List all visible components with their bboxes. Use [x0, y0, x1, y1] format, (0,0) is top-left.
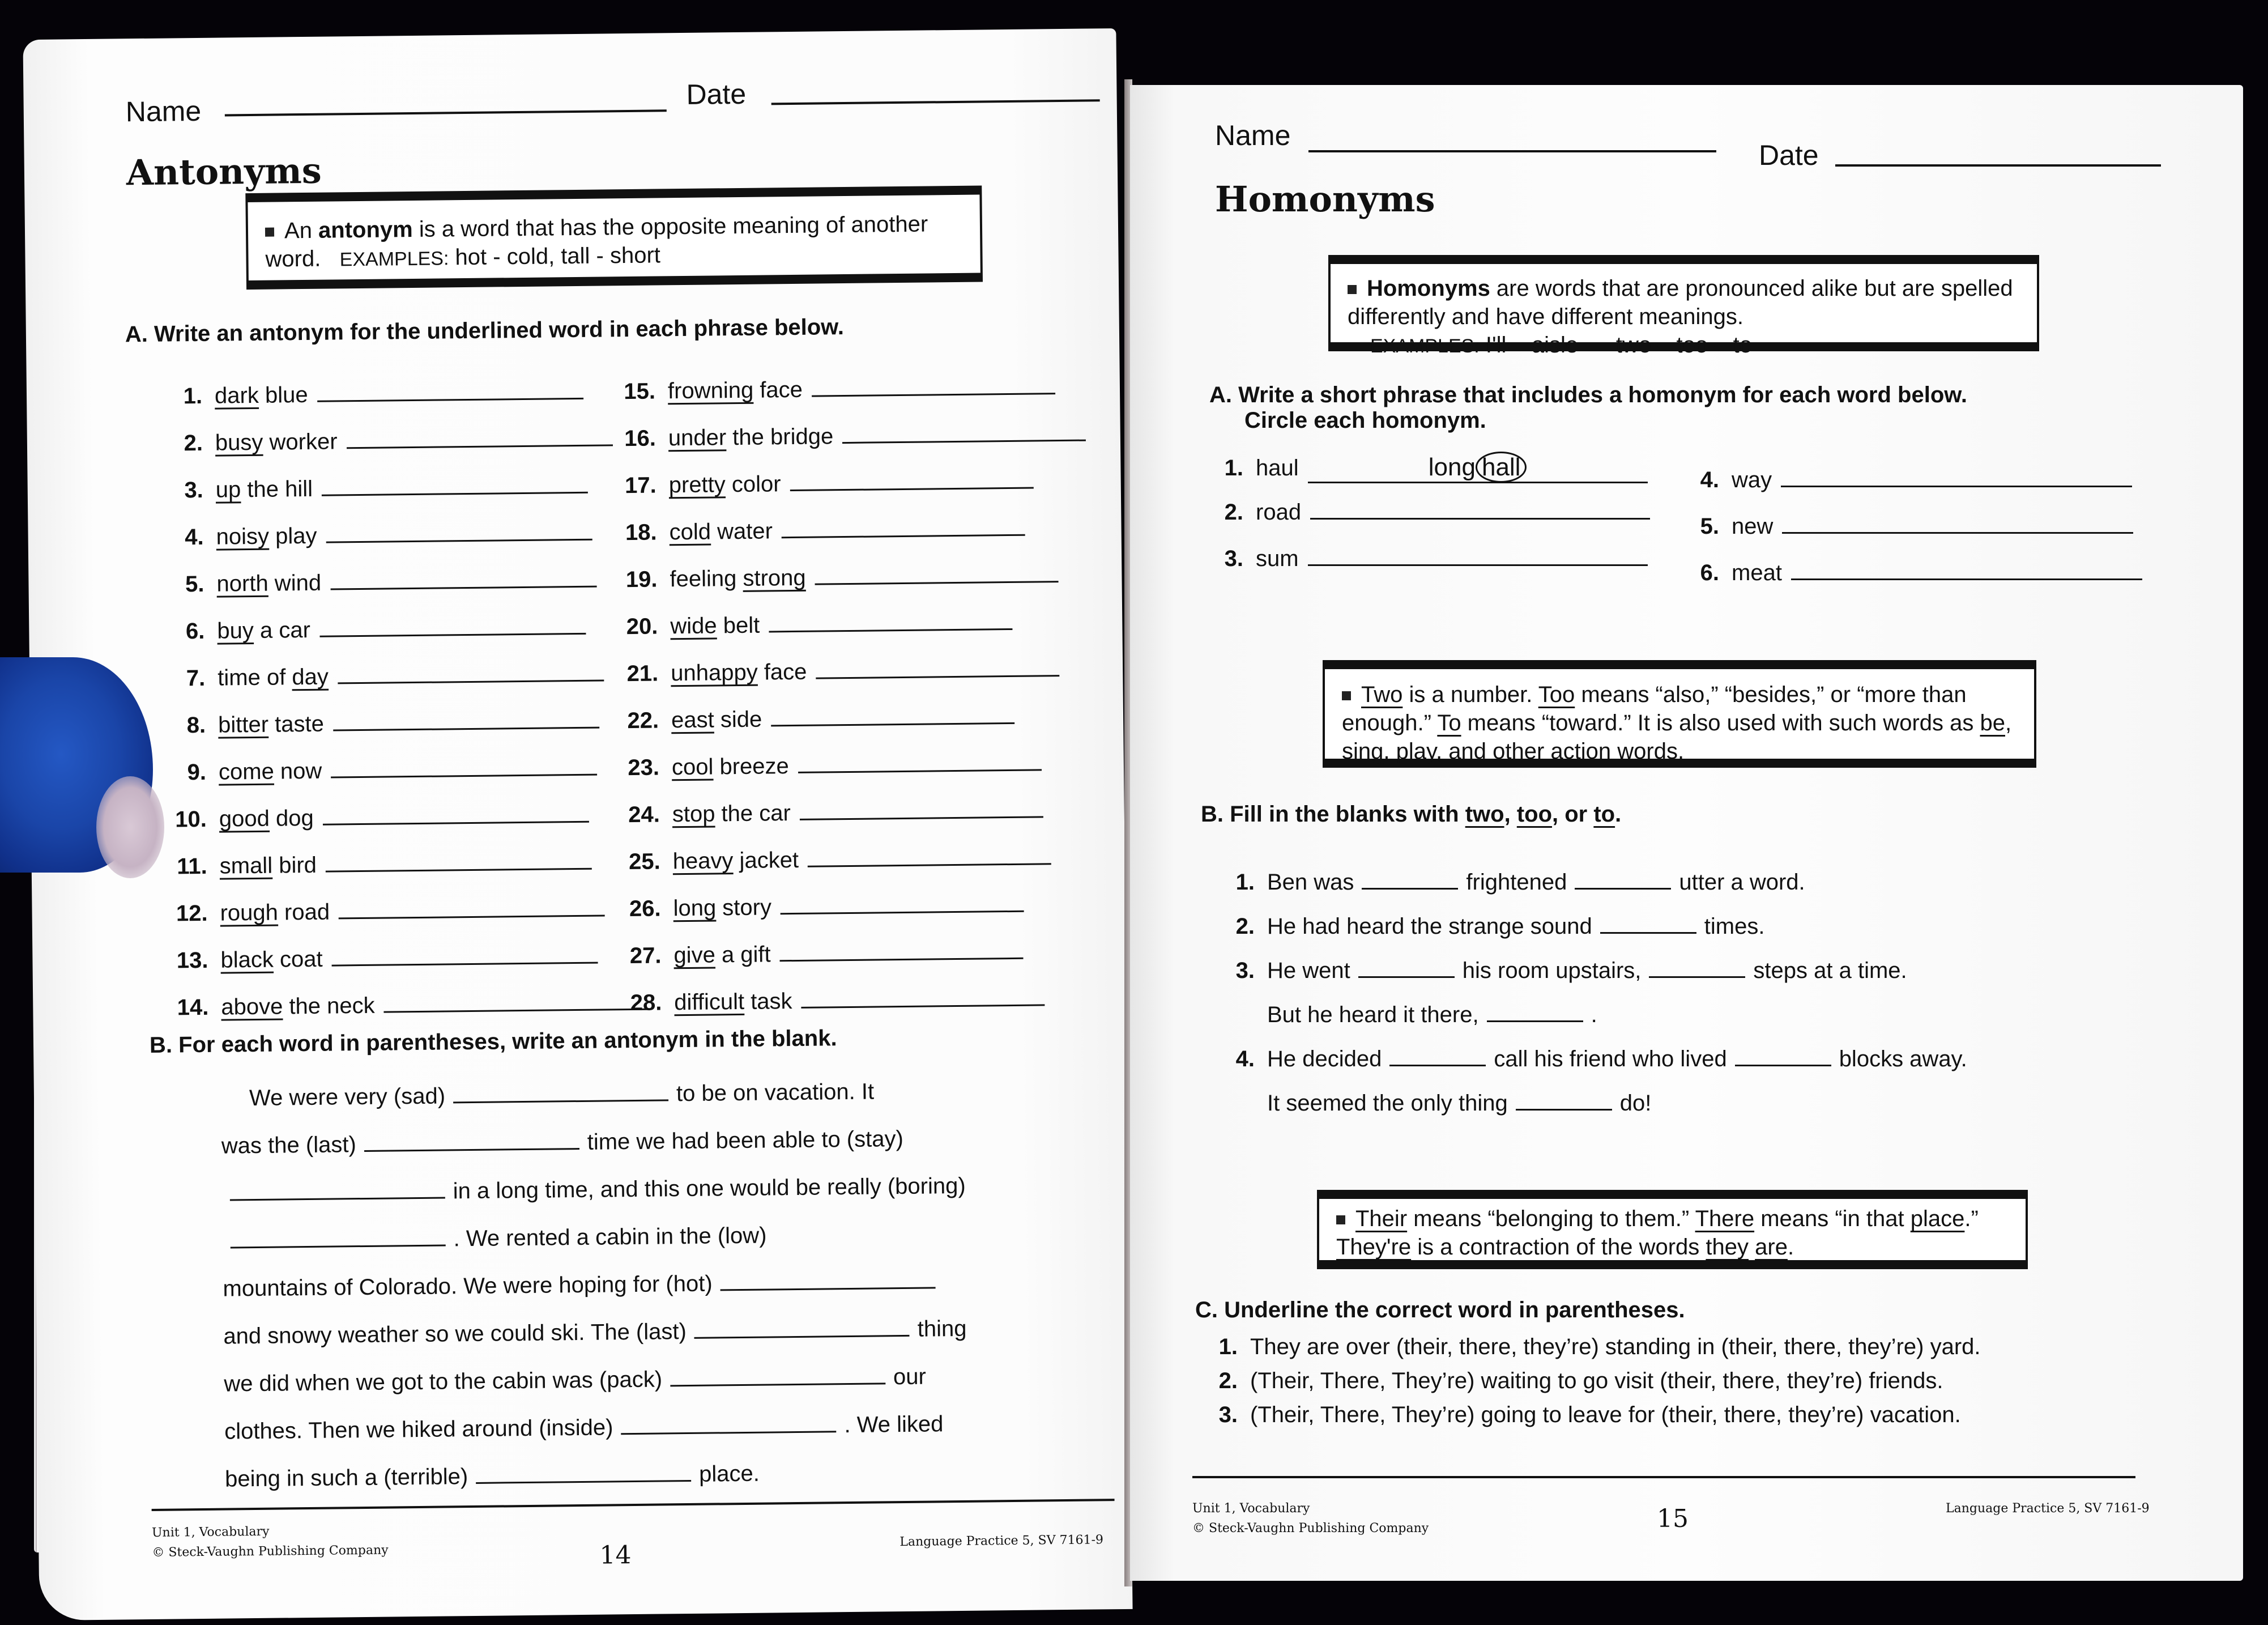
antonym-item: 10. good dog: [167, 803, 589, 833]
antonym-blank[interactable]: [721, 1287, 936, 1291]
underlined-word: buy: [217, 618, 254, 644]
term-homonyms: Homonyms: [1367, 276, 1490, 301]
workbook-page-14: [23, 28, 1132, 1620]
circled-homonym: hall: [1476, 452, 1527, 483]
story-line: we did when we got to the cabin was (pack) our: [224, 1364, 927, 1397]
antonym-item: 7. time of day: [165, 662, 604, 692]
bullet-icon: [1348, 285, 1357, 294]
page-title: Antonyms: [126, 150, 322, 194]
underlined-word: difficult: [674, 989, 745, 1015]
answer-blank[interactable]: [338, 680, 604, 684]
section-c-instruction: C. Underline the correct word in parentheses.: [1195, 1298, 1685, 1322]
story-line: mountains of Colorado. We were hoping for (hot): [223, 1269, 944, 1301]
their-there-box: Their means “belonging to them.” There means “in that place.” They're is a contraction of the words they are.: [1317, 1190, 2028, 1269]
underline-item[interactable]: 2. (Their, There, They’re) waiting to go visit (their, there, they’re) friends.: [1218, 1368, 1943, 1393]
underlined-word: dark: [214, 382, 259, 409]
answer-blank[interactable]: [842, 440, 1086, 444]
story-line: was the (last) time we had been able to (stay): [221, 1126, 904, 1159]
phrase-blank[interactable]: [1308, 564, 1648, 566]
antonym-item: 20. wide belt: [618, 610, 1012, 640]
definition-box: Homonyms are words that are pronounced alike but are spelled differently and have different meanings. EXAMPLES: I'll – aisle two – too – to: [1328, 255, 2039, 351]
word-blank[interactable]: [1389, 1065, 1486, 1066]
name-label: Name: [125, 95, 202, 128]
answer-blank[interactable]: [802, 1004, 1045, 1009]
name-field[interactable]: [225, 109, 667, 116]
antonym-blank[interactable]: [670, 1382, 885, 1386]
antonym-blank[interactable]: [230, 1197, 445, 1201]
underlined-word: busy: [215, 429, 263, 456]
examples-label: EXAMPLES:: [1370, 335, 1480, 357]
date-field[interactable]: [771, 99, 1100, 105]
antonym-item: 4. noisy play: [164, 521, 592, 551]
phrase-blank[interactable]: [1781, 486, 2132, 487]
phrase-blank[interactable]: [1310, 518, 1650, 520]
page-title: Homonyms: [1215, 178, 1435, 220]
word-blank[interactable]: [1358, 976, 1455, 978]
antonym-item: 26. long story: [621, 892, 1024, 922]
antonym-item: 19. feeling strong: [617, 563, 1059, 593]
footer-book: Language Practice 5, SV 7161-9: [899, 1533, 1104, 1550]
answer-blank[interactable]: [798, 769, 1042, 773]
phrase-blank[interactable]: [1782, 532, 2133, 534]
answer-blank[interactable]: [815, 581, 1059, 585]
bullet-icon: [1336, 1215, 1345, 1224]
word-blank[interactable]: [1487, 1020, 1583, 1022]
underlined-word: heavy: [672, 848, 734, 874]
answer-blank[interactable]: [781, 911, 1024, 915]
homonym-item: 4. way: [1679, 467, 2132, 493]
underlined-word: up: [215, 477, 241, 503]
antonym-item: 17. pretty color: [617, 469, 1034, 499]
answer-blank[interactable]: [816, 675, 1060, 679]
underlined-word: cool: [671, 754, 714, 780]
answer-blank[interactable]: [326, 539, 592, 543]
underlined-word: east: [671, 707, 714, 733]
footer-copyright: © Steck-Vaughn Publishing Company: [152, 1543, 389, 1560]
answer-blank[interactable]: [384, 1009, 650, 1013]
bullet-icon: [265, 228, 274, 237]
antonym-blank[interactable]: [364, 1148, 579, 1152]
antonym-item: 22. east side: [619, 704, 1015, 734]
homonym-item: 1. haul long hall: [1204, 453, 1648, 483]
phrase-blank[interactable]: [1308, 453, 1648, 483]
antonym-item: 23. cool breeze: [620, 751, 1042, 781]
underlined-word: under: [668, 425, 727, 451]
underlined-word: pretty: [668, 472, 726, 498]
section-b-instruction: B. For each word in parentheses, write an antonym in the blank.: [149, 1026, 837, 1058]
story-line: We were very (sad) to be on vacation. It: [249, 1079, 875, 1111]
workbook-page-15: [1130, 85, 2243, 1581]
underlined-word: north: [216, 571, 268, 597]
antonym-item: 25. heavy jacket: [620, 845, 1051, 875]
term-antonym: antonym: [318, 216, 413, 243]
footer-book: Language Practice 5, SV 7161-9: [1946, 1501, 2150, 1516]
underlined-word: come: [218, 759, 275, 785]
underlined-word: day: [292, 664, 329, 690]
underlined-word: long: [673, 895, 717, 921]
word-blank[interactable]: [1362, 888, 1458, 890]
underline-item[interactable]: 1. They are over (their, there, they’re) standing in (their, there, they’re) yard.: [1218, 1334, 1981, 1359]
antonym-item: 14. above the neck: [169, 990, 650, 1021]
answer-blank[interactable]: [331, 774, 597, 779]
answer-blank[interactable]: [326, 868, 592, 873]
underlined-word: cold: [669, 519, 711, 545]
fill-blank-item: 1. Ben was frightened utter a word.: [1235, 870, 1805, 895]
page-number: 15: [1657, 1504, 1689, 1533]
underlined-word: stop: [672, 801, 715, 827]
underlined-word: strong: [743, 565, 806, 591]
antonym-item: 18. cold water: [617, 516, 1025, 546]
answer-blank[interactable]: [812, 393, 1055, 397]
homonym-item: 2. road: [1204, 500, 1650, 525]
antonym-item: 3. up the hill: [164, 474, 589, 504]
underlined-word: above: [221, 994, 283, 1020]
antonym-blank[interactable]: [231, 1244, 446, 1248]
antonym-blank[interactable]: [621, 1431, 837, 1435]
fill-blank-item: 3. He went his room upstairs, steps at a time.: [1235, 958, 1907, 983]
footer-unit: Unit 1, Vocabulary: [1192, 1501, 1310, 1516]
underlined-word: give: [673, 942, 716, 968]
footer-left: [1192, 1499, 1429, 1538]
antonym-item: 5. north wind: [164, 568, 596, 598]
answer-blank[interactable]: [317, 398, 583, 402]
page-number: 14: [599, 1541, 632, 1570]
underlined-word: black: [220, 947, 274, 973]
answer-blank[interactable]: [319, 633, 586, 637]
story-line: in a long time, and this one would be really (boring): [222, 1173, 966, 1207]
antonym-blank[interactable]: [694, 1335, 910, 1339]
footer-rule: [152, 1499, 1115, 1511]
antonym-item: 13. black coat: [168, 944, 598, 974]
word-blank[interactable]: [1649, 976, 1745, 978]
homonym-item: 3. sum: [1204, 546, 1648, 572]
antonym-item: 9. come now: [167, 756, 598, 786]
antonym-item: 6. buy a car: [165, 615, 586, 645]
examples-text: hot - cold, tall - short: [455, 243, 661, 270]
antonym-blank[interactable]: [453, 1099, 668, 1103]
phrase-blank[interactable]: [1791, 578, 2142, 580]
footer-copyright: © Steck-Vaughn Publishing Company: [1192, 1521, 1429, 1536]
answer-blank[interactable]: [771, 722, 1014, 727]
story-line: and snowy weather so we could ski. The (last) thing: [223, 1316, 967, 1349]
name-field[interactable]: [1308, 150, 1716, 152]
answer-blank[interactable]: [800, 816, 1043, 820]
definition-box: An antonym is a word that has the opposite meaning of another word. EXAMPLES: hot - cold, tall - short: [245, 185, 983, 290]
underlined-word: frowning: [667, 377, 754, 404]
section-a-instruction: A. Write a short phrase that includes a homonym for each word below. Circle each homonym.: [1209, 382, 1968, 433]
answer-blank[interactable]: [330, 586, 596, 590]
underlined-word: unhappy: [670, 660, 758, 686]
antonym-item: 16. under the bridge: [616, 422, 1086, 452]
answer-blank[interactable]: [339, 915, 605, 920]
fill-blank-item: 4. He decided call his friend who lived blocks away.: [1235, 1047, 1967, 1071]
name-label: Name: [1215, 120, 1291, 151]
antonym-item: 28. difficult task: [622, 986, 1045, 1016]
footer-unit: Unit 1, Vocabulary: [151, 1524, 270, 1540]
answer-blank[interactable]: [808, 863, 1051, 867]
fill-blank-item: 2. He had heard the strange sound times.: [1235, 914, 1765, 939]
answer-blank[interactable]: [780, 958, 1024, 962]
two-too-to-box: Two is a number. Too means “also,” “besides,” or “more than enough.” To means “toward.” It is also used with such words as be, sing, play, and other action words.: [1323, 660, 2036, 768]
word-blank[interactable]: [1516, 1109, 1612, 1111]
underlined-word: rough: [220, 900, 279, 926]
word-blank[interactable]: [1735, 1065, 1831, 1066]
antonym-item: 11. small bird: [168, 850, 592, 880]
underlined-word: bitter: [218, 712, 269, 738]
antonym-item: 27. give a gift: [621, 939, 1024, 969]
footer-left: [152, 1521, 389, 1563]
antonym-item: 2. busy worker: [163, 426, 613, 456]
antonym-item: 24. stop the car: [620, 798, 1043, 828]
underlined-word: small: [219, 853, 273, 879]
bullet-icon: [1342, 691, 1351, 700]
answer-blank[interactable]: [333, 727, 599, 731]
homonym-item: 5. new: [1679, 514, 2133, 539]
section-a-instruction: A. Write an antonym for the underlined word in each phrase below.: [125, 314, 845, 347]
homonym-item: 6. meat: [1679, 560, 2142, 586]
antonym-blank[interactable]: [476, 1480, 691, 1484]
antonym-item: 12. rough road: [168, 897, 605, 927]
underlined-word: good: [219, 806, 270, 832]
handwritten-answer: long: [1428, 453, 1476, 481]
underlined-word: noisy: [216, 524, 270, 550]
answer-blank[interactable]: [790, 487, 1034, 492]
answer-blank[interactable]: [347, 444, 613, 449]
answer-blank[interactable]: [322, 492, 588, 496]
answer-blank[interactable]: [769, 628, 1012, 633]
word-blank[interactable]: [1600, 932, 1696, 934]
antonym-item: 8. bitter taste: [166, 709, 599, 739]
date-label: Date: [686, 78, 747, 110]
section-b-instruction: B. Fill in the blanks with two, too, or to.: [1201, 802, 1622, 827]
underlined-word: wide: [670, 613, 717, 639]
story-line: being in such a (terrible) place.: [224, 1461, 760, 1492]
antonym-item: 21. unhappy face: [619, 657, 1060, 687]
fill-blank-item: But he heard it there, .: [1267, 1002, 1597, 1027]
story-line: . We rented a cabin in the (low): [222, 1223, 766, 1254]
answer-blank[interactable]: [323, 821, 589, 826]
examples-label: EXAMPLES:: [339, 248, 449, 271]
date-field[interactable]: [1835, 164, 2161, 167]
fill-blank-item: It seemed the only thing do!: [1267, 1091, 1652, 1116]
story-line: clothes. Then we hiked around (inside) . We liked: [224, 1411, 944, 1444]
underline-item[interactable]: 3. (Their, There, They’re) going to leave for (their, there, they’re) vacation.: [1218, 1402, 1961, 1427]
answer-blank[interactable]: [782, 534, 1025, 539]
answer-blank[interactable]: [332, 962, 598, 967]
date-label: Date: [1759, 139, 1819, 171]
antonym-item: 15. frowning face: [616, 375, 1055, 405]
word-blank[interactable]: [1575, 888, 1671, 890]
footer-rule: [1192, 1476, 2135, 1478]
antonym-item: 1. dark blue: [163, 380, 583, 410]
